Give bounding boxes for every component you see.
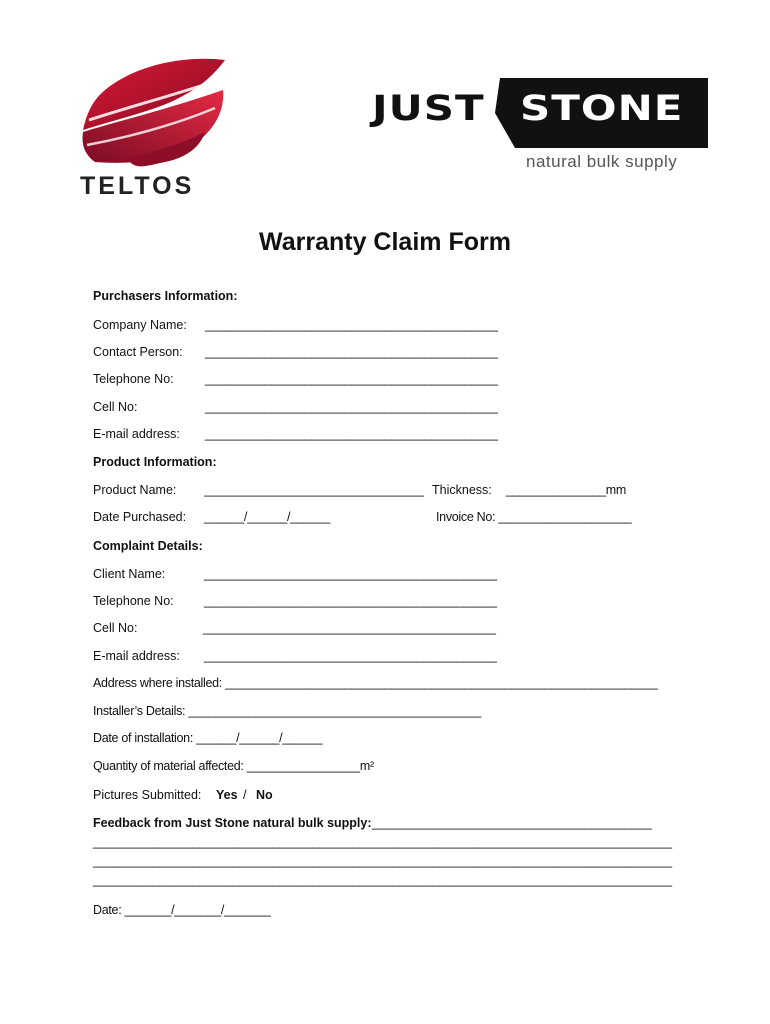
- purchasers-heading: Purchasers Information:: [93, 289, 238, 303]
- purchaser-cell-label: Cell No:: [93, 400, 138, 414]
- contact-person-label: Contact Person:: [93, 345, 183, 359]
- purchaser-telephone-label: Telephone No:: [93, 372, 174, 386]
- client-telephone-label: Telephone No:: [93, 594, 174, 608]
- complaint-heading: Complaint Details:: [93, 539, 203, 553]
- product-name-field[interactable]: _________________________________: [204, 483, 424, 497]
- juststone-word-stone: STONE: [520, 88, 684, 129]
- client-name-field[interactable]: ____________________________________________: [204, 567, 497, 581]
- installation-date-field[interactable]: Date of installation: ______/______/______: [93, 731, 323, 745]
- quantity-affected-field[interactable]: Quantity of material affected: _________________m²: [93, 759, 374, 773]
- pictures-yes-option[interactable]: Yes: [216, 788, 238, 802]
- feedback-field-2[interactable]: _______________________________________________________________________________________: [93, 835, 672, 849]
- pictures-separator: /: [243, 788, 247, 802]
- date-purchased-field[interactable]: ______/______/______: [204, 510, 331, 524]
- address-installed-field[interactable]: Address where installed: _________________________________________________________________: [93, 676, 658, 690]
- date-purchased-label: Date Purchased:: [93, 510, 187, 524]
- contact-person-field[interactable]: ____________________________________________: [205, 345, 498, 359]
- product-heading: Product Information:: [93, 455, 217, 469]
- feedback-field-4[interactable]: _______________________________________________________________________________________: [93, 873, 672, 887]
- feedback-field-1[interactable]: __________________________________________: [372, 816, 652, 830]
- purchaser-email-label: E-mail address:: [93, 427, 180, 441]
- purchaser-email-field[interactable]: ____________________________________________: [205, 427, 498, 441]
- client-cell-field[interactable]: ____________________________________________: [203, 621, 496, 635]
- client-telephone-field[interactable]: ____________________________________________: [204, 594, 497, 608]
- juststone-word-just: JUST: [372, 88, 485, 129]
- signoff-date-field[interactable]: Date: _______/_______/_______: [93, 903, 271, 917]
- client-cell-label: Cell No:: [93, 621, 138, 635]
- teltos-wordmark: TELTOS: [80, 172, 195, 200]
- invoice-no-field[interactable]: Invoice No: ____________________: [436, 510, 632, 524]
- thickness-label: Thickness:: [432, 483, 492, 497]
- feedback-field-3[interactable]: _______________________________________________________________________________________: [93, 854, 672, 868]
- feedback-label: Feedback from Just Stone natural bulk supply:: [93, 816, 372, 830]
- form-title: Warranty Claim Form: [259, 228, 511, 256]
- juststone-tagline: natural bulk supply: [526, 152, 678, 171]
- client-name-label: Client Name:: [93, 567, 166, 581]
- thickness-field[interactable]: _______________mm: [506, 483, 627, 497]
- purchaser-telephone-field[interactable]: ____________________________________________: [205, 372, 498, 386]
- pictures-no-option[interactable]: No: [256, 788, 273, 802]
- product-name-label: Product Name:: [93, 483, 177, 497]
- purchaser-cell-field[interactable]: ____________________________________________: [205, 400, 498, 414]
- company-name-field[interactable]: ____________________________________________: [205, 318, 498, 332]
- installer-details-field[interactable]: Installer’s Details: ____________________________________________: [93, 704, 482, 718]
- client-email-label: E-mail address:: [93, 649, 180, 663]
- client-email-field[interactable]: ____________________________________________: [204, 649, 497, 663]
- company-name-label: Company Name:: [93, 318, 187, 332]
- pictures-submitted-label: Pictures Submitted:: [93, 788, 202, 802]
